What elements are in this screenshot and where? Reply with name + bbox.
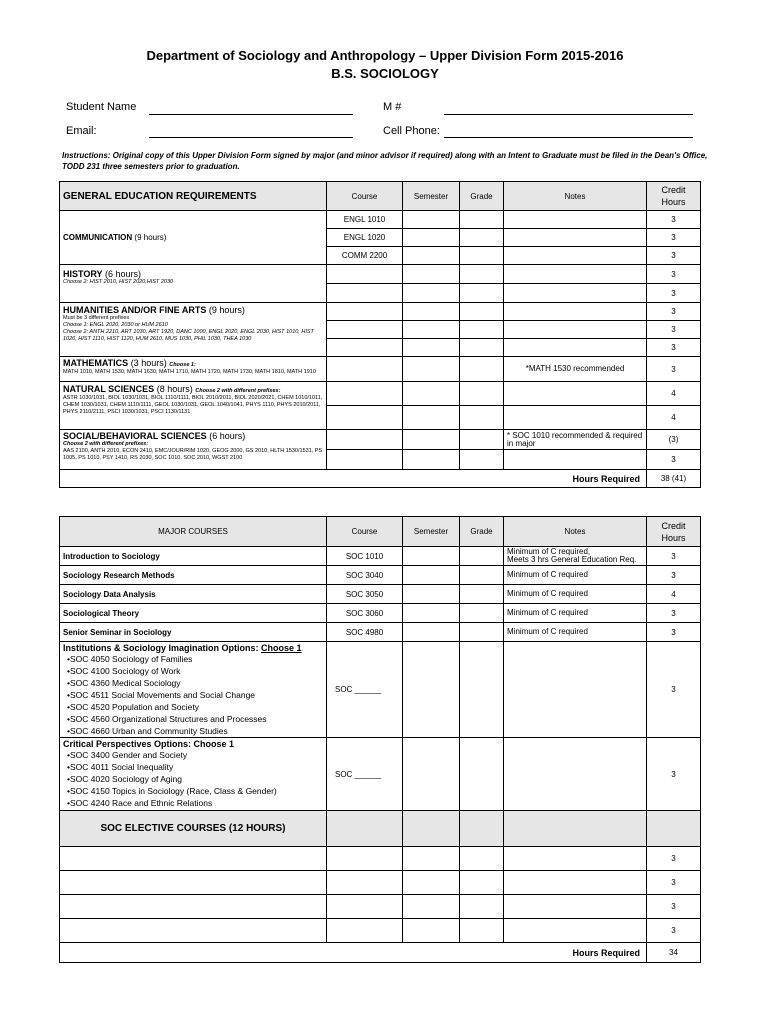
major-course-name: Introduction to Sociology — [60, 547, 327, 566]
credit-cell: 3 — [647, 357, 701, 382]
notes-cell[interactable] — [504, 919, 647, 943]
credit-cell: 3 — [647, 211, 701, 229]
semester-cell[interactable] — [403, 284, 460, 303]
credit-cell: 4 — [647, 382, 701, 406]
course-cell[interactable] — [327, 321, 403, 339]
credit-cell: 3 — [647, 547, 701, 566]
credit-cell: 3 — [647, 321, 701, 339]
grade-header: Grade — [460, 517, 504, 547]
semester-cell[interactable] — [403, 247, 460, 265]
notes-cell: Minimum of C required — [504, 604, 647, 623]
hours-required-label: Hours Required — [60, 943, 647, 963]
credit-cell: 3 — [647, 604, 701, 623]
course-cell[interactable] — [327, 406, 403, 430]
option-item: •SOC 4020 Sociology of Aging — [67, 774, 182, 784]
credit-cell: 3 — [647, 847, 701, 871]
grade-cell[interactable] — [460, 339, 504, 357]
course-cell[interactable] — [327, 871, 403, 895]
semester-cell[interactable] — [403, 229, 460, 247]
elective-course[interactable] — [60, 919, 327, 943]
semester-cell[interactable] — [403, 303, 460, 321]
credit-cell: 4 — [647, 585, 701, 604]
course-cell[interactable]: SOC ______ — [327, 642, 403, 738]
course-cell[interactable] — [327, 357, 403, 382]
hours-required-value: 38 (41) — [647, 470, 701, 488]
course-cell[interactable] — [327, 895, 403, 919]
natural-sciences-requirement: NATURAL SCIENCES (8 hours) Choose 2 with different prefixes: ASTR 1030/1031, BIOL 1030/1031, BIOL 1110/1111, BIOL 2010/2011, BIOL 2020/2021, CHEM 1010/1011, CHEM 1030/1031, CHEM 1110/1111, GEOL 1030/1031, GEOL 1040/1041, PHYS 1110, PHYS 2010/2011, PHYS 2110/2111, PSCI 1030/1031, PSCI 1130/1131 — [60, 382, 327, 430]
grade-cell[interactable] — [460, 895, 504, 919]
form-subtitle: B.S. SOCIOLOGY — [331, 66, 439, 81]
cell-phone-field[interactable] — [444, 137, 693, 138]
semester-cell[interactable] — [403, 847, 460, 871]
option-item: •SOC 4011 Social Inequality — [67, 762, 174, 772]
critical-perspectives-options: Critical Perspectives Options: Choose 1 •SOC 3400 Gender and Society •SOC 4011 Social Inequality •SOC 4020 Sociology of Aging •SOC 4150 Topics in Sociology (Race, Class & Gender) •SOC 4240 Race and Ethnic Relations — [60, 738, 327, 811]
notes-cell: Minimum of C required — [504, 623, 647, 642]
major-course-name: Sociology Research Methods — [60, 566, 327, 585]
course-cell[interactable] — [327, 382, 403, 406]
semester-cell[interactable] — [403, 382, 460, 406]
semester-cell[interactable] — [403, 321, 460, 339]
option-item: •SOC 4511 Social Movements and Social Change — [67, 690, 256, 700]
grade-cell[interactable] — [460, 382, 504, 406]
course-cell: SOC 1010 — [327, 547, 403, 566]
option-item: •SOC 4150 Topics in Sociology (Race, Class & Gender) — [67, 786, 277, 796]
semester-cell[interactable] — [403, 339, 460, 357]
communication-requirement: COMMUNICATION (9 hours) — [60, 211, 327, 265]
semester-cell[interactable] — [403, 919, 460, 943]
grade-header: Grade — [460, 182, 504, 211]
notes-cell: Minimum of C required, Meets 3 hrs General Education Req. — [504, 547, 647, 566]
mathematics-requirement: MATHEMATICS (3 hours) Choose 1: MATH 1010, MATH 1530, MATH 1630, MATH 1710, MATH 1720, MATH 1730, MATH 1810, MATH 1910 — [60, 357, 327, 382]
grade-cell[interactable] — [460, 450, 504, 470]
notes-cell[interactable] — [504, 406, 647, 430]
semester-cell[interactable] — [403, 265, 460, 284]
grade-cell[interactable] — [460, 919, 504, 943]
gen-ed-header: GENERAL EDUCATION REQUIREMENTS — [60, 182, 327, 211]
form-title: Department of Sociology and Anthropology – Upper Division Form 2015-2016 — [146, 48, 624, 63]
semester-cell[interactable] — [403, 450, 460, 470]
grade-cell[interactable] — [460, 642, 504, 738]
elective-course[interactable] — [60, 847, 327, 871]
course-cell[interactable]: SOC ______ — [327, 738, 403, 811]
credit-cell: 3 — [647, 450, 701, 470]
credit-cell: 3 — [647, 284, 701, 303]
course-cell[interactable] — [327, 303, 403, 321]
semester-cell[interactable] — [403, 211, 460, 229]
course-cell[interactable] — [327, 450, 403, 470]
credit-cell: 3 — [647, 339, 701, 357]
notes-cell[interactable] — [504, 321, 647, 339]
elective-header: SOC ELECTIVE COURSES (12 HOURS) — [60, 811, 327, 847]
credit-cell: 3 — [647, 623, 701, 642]
instructions: Instructions: Original copy of this Upper Division Form signed by major (and minor advisor if required) along with an Intent to Graduate must be filed in the Dean's Office, TODD 231 three semesters prior to graduation. — [62, 151, 708, 171]
credit-cell: 3 — [647, 738, 701, 811]
credit-cell: 3 — [647, 247, 701, 265]
option-item: •SOC 4240 Race and Ethnic Relations — [67, 798, 213, 808]
major-header: MAJOR COURSES — [60, 517, 327, 547]
grade-cell[interactable] — [460, 430, 504, 450]
course-cell: SOC 4980 — [327, 623, 403, 642]
course-cell[interactable] — [327, 339, 403, 357]
notes-cell[interactable] — [504, 339, 647, 357]
grade-cell[interactable] — [460, 566, 504, 585]
student-name-label: Student Name — [66, 101, 137, 113]
course-cell: ENGL 1010 — [327, 211, 403, 229]
notes-cell[interactable] — [504, 265, 647, 284]
option-item: •SOC 4050 Sociology of Families — [67, 654, 193, 664]
semester-cell[interactable] — [403, 357, 460, 382]
grade-cell[interactable] — [460, 738, 504, 811]
credit-cell: 3 — [647, 229, 701, 247]
credit-cell: 3 — [647, 871, 701, 895]
semester-cell[interactable] — [403, 871, 460, 895]
notes-cell: *MATH 1530 recommended — [504, 357, 647, 382]
course-cell[interactable] — [327, 430, 403, 450]
gen-ed-table — [59, 181, 701, 488]
notes-cell[interactable] — [504, 847, 647, 871]
notes-cell[interactable] — [504, 284, 647, 303]
email-label: Email: — [66, 125, 97, 137]
institutions-options: Institutions & Sociology Imagination Options: Choose 1 •SOC 4050 Sociology of Families •SOC 4100 Sociology of Work •SOC 4360 Medical Sociology •SOC 4511 Social Movements and Social Change •SOC 4520 Population and Society •SOC 4560 Organizational Structures and Processes •SOC 4660 Urban and Community Studies — [60, 642, 327, 738]
notes-cell[interactable] — [504, 450, 647, 470]
course-cell[interactable] — [327, 847, 403, 871]
credit-cell: 3 — [647, 265, 701, 284]
credit-cell: 3 — [647, 642, 701, 738]
credit-header: Credit Hours — [647, 182, 701, 211]
course-header: Course — [327, 182, 403, 211]
course-cell: SOC 3050 — [327, 585, 403, 604]
semester-cell[interactable] — [403, 623, 460, 642]
major-course-name: Sociological Theory — [60, 604, 327, 623]
grade-cell[interactable] — [460, 357, 504, 382]
grade-cell[interactable] — [460, 585, 504, 604]
major-table — [59, 516, 701, 963]
grade-cell[interactable] — [460, 604, 504, 623]
email-field[interactable] — [149, 137, 353, 138]
grade-cell[interactable] — [460, 406, 504, 430]
semester-cell[interactable] — [403, 642, 460, 738]
major-course-name: Senior Seminar in Sociology — [60, 623, 327, 642]
credit-cell: 3 — [647, 919, 701, 943]
grade-cell[interactable] — [460, 284, 504, 303]
elective-course[interactable] — [60, 871, 327, 895]
grade-cell[interactable] — [460, 229, 504, 247]
semester-header: Semester — [403, 517, 460, 547]
semester-cell[interactable] — [403, 547, 460, 566]
cell-phone-label: Cell Phone: — [383, 125, 440, 137]
semester-header: Semester — [403, 182, 460, 211]
social-sciences-requirement: SOCIAL/BEHAVIORAL SCIENCES (6 hours) Choose 2 with different prefixes: AAS 2100, ANTH 2010, ECON 2410, EMC/JOUR/RIM 1020, GEOG 2000, GS 2010, HLTH 1530/1531, PS 1005, PS 1010, PSY 1410, RS 2030, SOC 1010, SOC 2010, WGST 2100 — [60, 430, 327, 470]
notes-header: Notes — [504, 517, 647, 547]
grade-cell[interactable] — [460, 623, 504, 642]
notes-cell: * SOC 1010 recommended & required in major — [504, 430, 647, 450]
grade-cell[interactable] — [460, 247, 504, 265]
semester-cell[interactable] — [403, 604, 460, 623]
semester-cell[interactable] — [403, 566, 460, 585]
semester-cell[interactable] — [403, 406, 460, 430]
grade-cell[interactable] — [460, 871, 504, 895]
option-item: •SOC 3400 Gender and Society — [67, 750, 188, 760]
major-course-name: Sociology Data Analysis — [60, 585, 327, 604]
option-item: •SOC 4660 Urban and Community Studies — [67, 726, 228, 736]
grade-cell[interactable] — [460, 265, 504, 284]
history-requirement: HISTORY (6 hours) Choose 2: HIST 2010, HIST 2020,HIST 2030 — [60, 265, 327, 303]
m-number-field[interactable] — [444, 114, 693, 115]
notes-cell[interactable] — [504, 211, 647, 229]
option-item: •SOC 4100 Sociology of Work — [67, 666, 181, 676]
credit-cell: 4 — [647, 406, 701, 430]
notes-cell[interactable] — [504, 738, 647, 811]
credit-cell: 3 — [647, 895, 701, 919]
course-cell[interactable] — [327, 284, 403, 303]
credit-header: Credit Hours — [647, 517, 701, 547]
notes-cell[interactable] — [504, 871, 647, 895]
course-cell: SOC 3040 — [327, 566, 403, 585]
hours-required-value: 34 — [647, 943, 701, 963]
notes-cell: Minimum of C required — [504, 566, 647, 585]
elective-course[interactable] — [60, 895, 327, 919]
course-cell: ENGL 1020 — [327, 229, 403, 247]
notes-cell[interactable] — [504, 895, 647, 919]
grade-cell[interactable] — [460, 547, 504, 566]
student-name-field[interactable] — [149, 114, 353, 115]
notes-cell[interactable] — [504, 229, 647, 247]
grade-cell[interactable] — [460, 211, 504, 229]
course-cell[interactable] — [327, 265, 403, 284]
notes-cell: Minimum of C required — [504, 585, 647, 604]
semester-cell[interactable] — [403, 430, 460, 450]
option-item: •SOC 4360 Medical Sociology — [67, 678, 181, 688]
credit-cell: 3 — [647, 566, 701, 585]
notes-cell[interactable] — [504, 247, 647, 265]
semester-cell[interactable] — [403, 585, 460, 604]
course-cell: COMM 2200 — [327, 247, 403, 265]
grade-cell[interactable] — [460, 303, 504, 321]
option-item: •SOC 4520 Population and Society — [67, 702, 199, 712]
semester-cell[interactable] — [403, 738, 460, 811]
notes-header: Notes — [504, 182, 647, 211]
semester-cell[interactable] — [403, 895, 460, 919]
notes-cell[interactable] — [504, 382, 647, 406]
notes-cell[interactable] — [504, 642, 647, 738]
grade-cell[interactable] — [460, 321, 504, 339]
course-cell[interactable] — [327, 919, 403, 943]
hours-required-label: Hours Required — [60, 470, 647, 488]
course-cell: SOC 3060 — [327, 604, 403, 623]
credit-cell: 3 — [647, 303, 701, 321]
m-number-label: M # — [383, 101, 402, 113]
notes-cell[interactable] — [504, 303, 647, 321]
grade-cell[interactable] — [460, 847, 504, 871]
humanities-requirement: HUMANITIES AND/OR FINE ARTS (9 hours) Must be 3 different prefixes Choose 1: ENGL 2020, 2030 or HUM 2610 Choose 2: ANTH 2210, ART 1030, ART 1920, DANC 1000, ENGL 2020, ENGL 2030, HIST 1010, HIST 1020, HIST 1110, HIST 1120, HUM 2610, MUS 1030, PHIL 1030, THEA 1030 — [60, 303, 327, 357]
option-item: •SOC 4560 Organizational Structures and Processes — [67, 714, 267, 724]
course-header: Course — [327, 517, 403, 547]
credit-cell: (3) — [647, 430, 701, 450]
